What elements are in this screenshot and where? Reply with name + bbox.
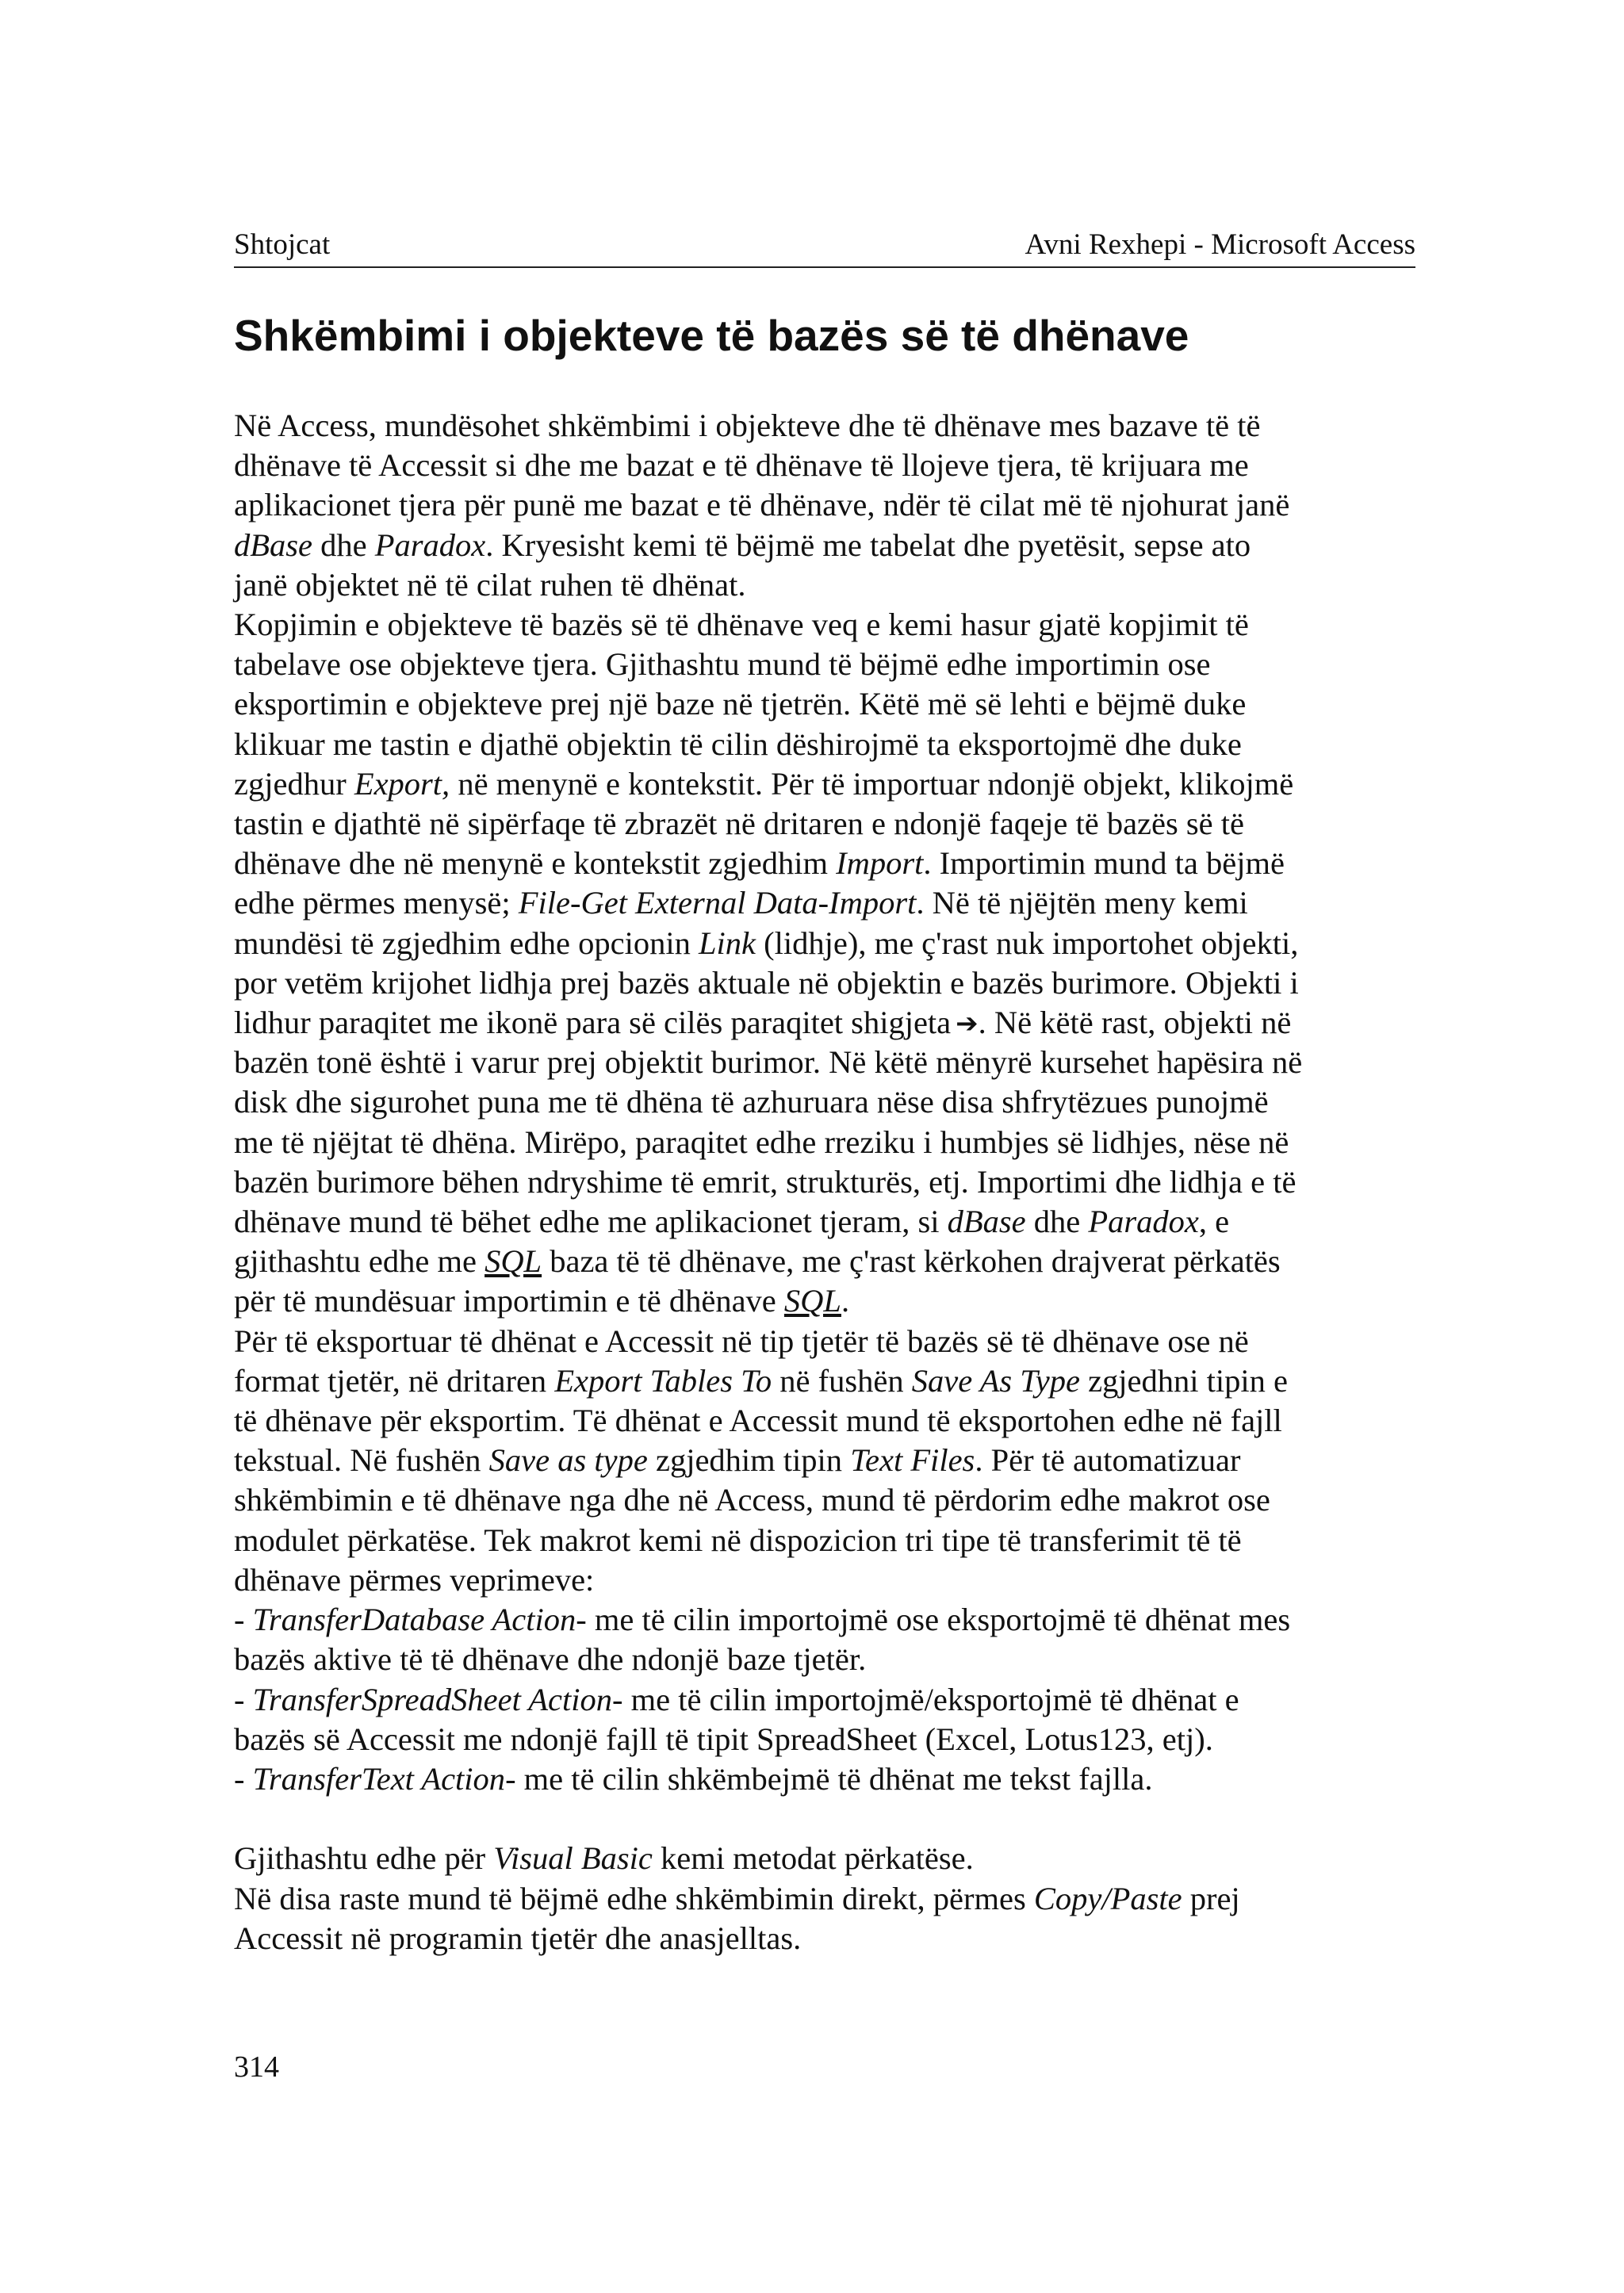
text-line: mundësi të zgjedhim edhe opcionin Link (lidhje), me ç'rast nuk importohet objekti,	[234, 924, 1299, 961]
page-number: 314	[234, 2050, 279, 2084]
header-book-title: Avni Rexhepi - Microsoft Access	[1025, 228, 1415, 261]
term-sql: SQL	[783, 1283, 841, 1319]
text-line: tabelave ose objekteve tjera. Gjithashtu mund të bëjmë edhe importimin ose	[234, 646, 1211, 683]
text-line: dhënave përmes veprimeve:	[234, 1561, 595, 1598]
text-line: edhe përmes menysë; File-Get External Data-Import. Në të njëjtën meny kemi	[234, 885, 1248, 921]
text-line: bazës aktive të të dhënave dhe ndonjë baze tjetër.	[234, 1641, 867, 1678]
text-line: të dhënave për eksportim. Të dhënat e Accessit mund të eksportohen edhe në fajll	[234, 1403, 1282, 1439]
product-name-dbase: dBase	[947, 1204, 1026, 1240]
text-line: por vetëm krijohet lidhja prej bazës aktuale në objektin e bazës burimore. Objekti i	[234, 964, 1299, 1001]
text-line: Accessit në programin tjetër dhe anasjelltas.	[234, 1920, 802, 1956]
text-line: gjithashtu edhe me SQL baza të të dhënave, me ç'rast kërkohen drajverat përkatës	[234, 1243, 1281, 1280]
term-sql: SQL	[485, 1243, 542, 1280]
text-line: me të njëjtat të dhëna. Mirëpo, paraqitet edhe rreziku i humbjes së lidhjes, nëse në	[234, 1124, 1289, 1160]
product-name-paradox: Paradox	[374, 526, 486, 563]
text-line: bazën burimore bëhen ndryshime të emrit, strukturës, etj. Importimi dhe lidhja e të	[234, 1163, 1297, 1200]
term-link: Link	[698, 924, 756, 961]
text-line: për të mundësuar importimin e të dhënave SQL.	[234, 1283, 850, 1319]
list-item: - TransferText Action- me të cilin shkëmbejmë të dhënat me tekst fajlla.	[234, 1760, 1153, 1797]
list-item: - TransferDatabase Action- me të cilin importojmë ose eksportojmë të dhënat mes	[234, 1602, 1291, 1638]
text-line: dhënave mund të bëhet edhe me aplikacionet tjeram, si dBase dhe Paradox, e	[234, 1204, 1230, 1240]
text-line: janë objektet në të cilat ruhen të dhënat.	[234, 566, 746, 603]
text-line: bazës së Accessit me ndonjë fajll të tipit SpreadSheet (Excel, Lotus123, etj).	[234, 1721, 1213, 1757]
text-line: Në Access, mundësohet shkëmbimi i objekteve dhe të dhënave mes bazave të të	[234, 408, 1261, 443]
text-line: modulet përkatëse. Tek makrot kemi në dispozicion tri tipe të transferimit të të	[234, 1522, 1242, 1558]
arrow-right-icon: ➔	[956, 1008, 979, 1040]
term-import: Import	[836, 845, 924, 882]
text-line: Kopjimin e objekteve të bazës së të dhënave veq e kemi hasur gjatë kopjimit të	[234, 607, 1249, 643]
term-export: Export,	[354, 765, 450, 802]
text-line: dBase dhe Paradox. Kryesisht kemi të bëjmë me tabelat dhe pyetësit, sepse ato	[234, 526, 1251, 563]
text-line: tastin e djathtë në sipërfaqe të zbrazët në dritaren e ndonjë faqeje të bazës së të	[234, 806, 1244, 842]
running-header	[234, 222, 1415, 268]
text-line: format tjetër, në dritaren Export Tables To në fushën Save As Type zgjedhni tipin e	[234, 1362, 1289, 1399]
term-transfer-text: TransferText Action	[252, 1760, 506, 1797]
term-transfer-database: TransferDatabase Action	[252, 1602, 576, 1638]
term-save-as-type: Save As Type	[911, 1362, 1080, 1399]
paragraph-spacer	[234, 1799, 1415, 1839]
text-line: zgjedhur Export, në menynë e kontekstit. Për të importuar ndonjë objekt, klikojmë	[234, 765, 1294, 802]
text-line: dhënave dhe në menynë e kontekstit zgjedhim Import. Importimin mund ta bëjmë	[234, 845, 1285, 882]
list-item: - TransferSpreadSheet Action- me të cilin importojmë/eksportojmë të dhënat e	[234, 1681, 1239, 1717]
product-name-paradox: Paradox	[1088, 1204, 1199, 1240]
text-line: Gjithashtu edhe për Visual Basic kemi metodat përkatëse.	[234, 1840, 974, 1877]
term-save-as-type: Save as type	[488, 1442, 648, 1479]
text-line: bazën tonë është i varur prej objektit burimor. Në këtë mënyrë kursehet hapësira në	[234, 1044, 1303, 1081]
term-copy-paste: Copy/Paste	[1033, 1880, 1182, 1916]
text-line: Për të eksportuar të dhënat e Accessit në tip tjetër të bazës së të dhënave ose në	[234, 1323, 1249, 1359]
text-line: shkëmbimin e të dhënave nga dhe në Access, mund të përdorim edhe makrot ose	[234, 1482, 1270, 1518]
text-line: lidhur paraqitet me ikonë para së cilës paraqitet shigjeta ➔. Në këtë rast, objekti në	[234, 1005, 1292, 1041]
term-text-files: Text Files	[850, 1442, 975, 1479]
page-title: Shkëmbimi i objekteve të bazës së të dhënave	[234, 311, 1189, 360]
term-menu-path: File-Get External Data-Import	[518, 885, 917, 921]
text-line: disk dhe sigurohet puna me të dhëna të azhuruara nëse disa shfrytëzues punojmë	[234, 1084, 1269, 1120]
term-visual-basic: Visual Basic	[493, 1840, 653, 1877]
header-section-title: Shtojcat	[234, 228, 331, 261]
term-export-tables-to: Export Tables To	[554, 1362, 772, 1399]
text-line: klikuar me tastin e djathë objektin të cilin dëshirojmë ta eksportojmë dhe duke	[234, 725, 1242, 762]
text-line: tekstual. Në fushën Save as type zgjedhim tipin Text Files. Për të automatizuar	[234, 1442, 1241, 1479]
body-text	[234, 406, 1415, 1958]
term-transfer-spreadsheet: TransferSpreadSheet Action	[252, 1681, 612, 1717]
text-line: aplikacionet tjera për punë me bazat e të dhënave, ndër të cilat më të njohurat janë	[234, 487, 1290, 523]
text-line: eksportimin e objekteve prej një baze në tjetrën. Këtë më së lehti e bëjmë duke	[234, 686, 1247, 722]
text-line: Në disa raste mund të bëjmë edhe shkëmbimin direkt, përmes Copy/Paste prej	[234, 1880, 1240, 1916]
text-line: dhënave të Accessit si dhe me bazat e të dhënave të llojeve tjera, të krijuara me	[234, 447, 1249, 484]
product-name-dbase: dBase	[234, 526, 312, 563]
